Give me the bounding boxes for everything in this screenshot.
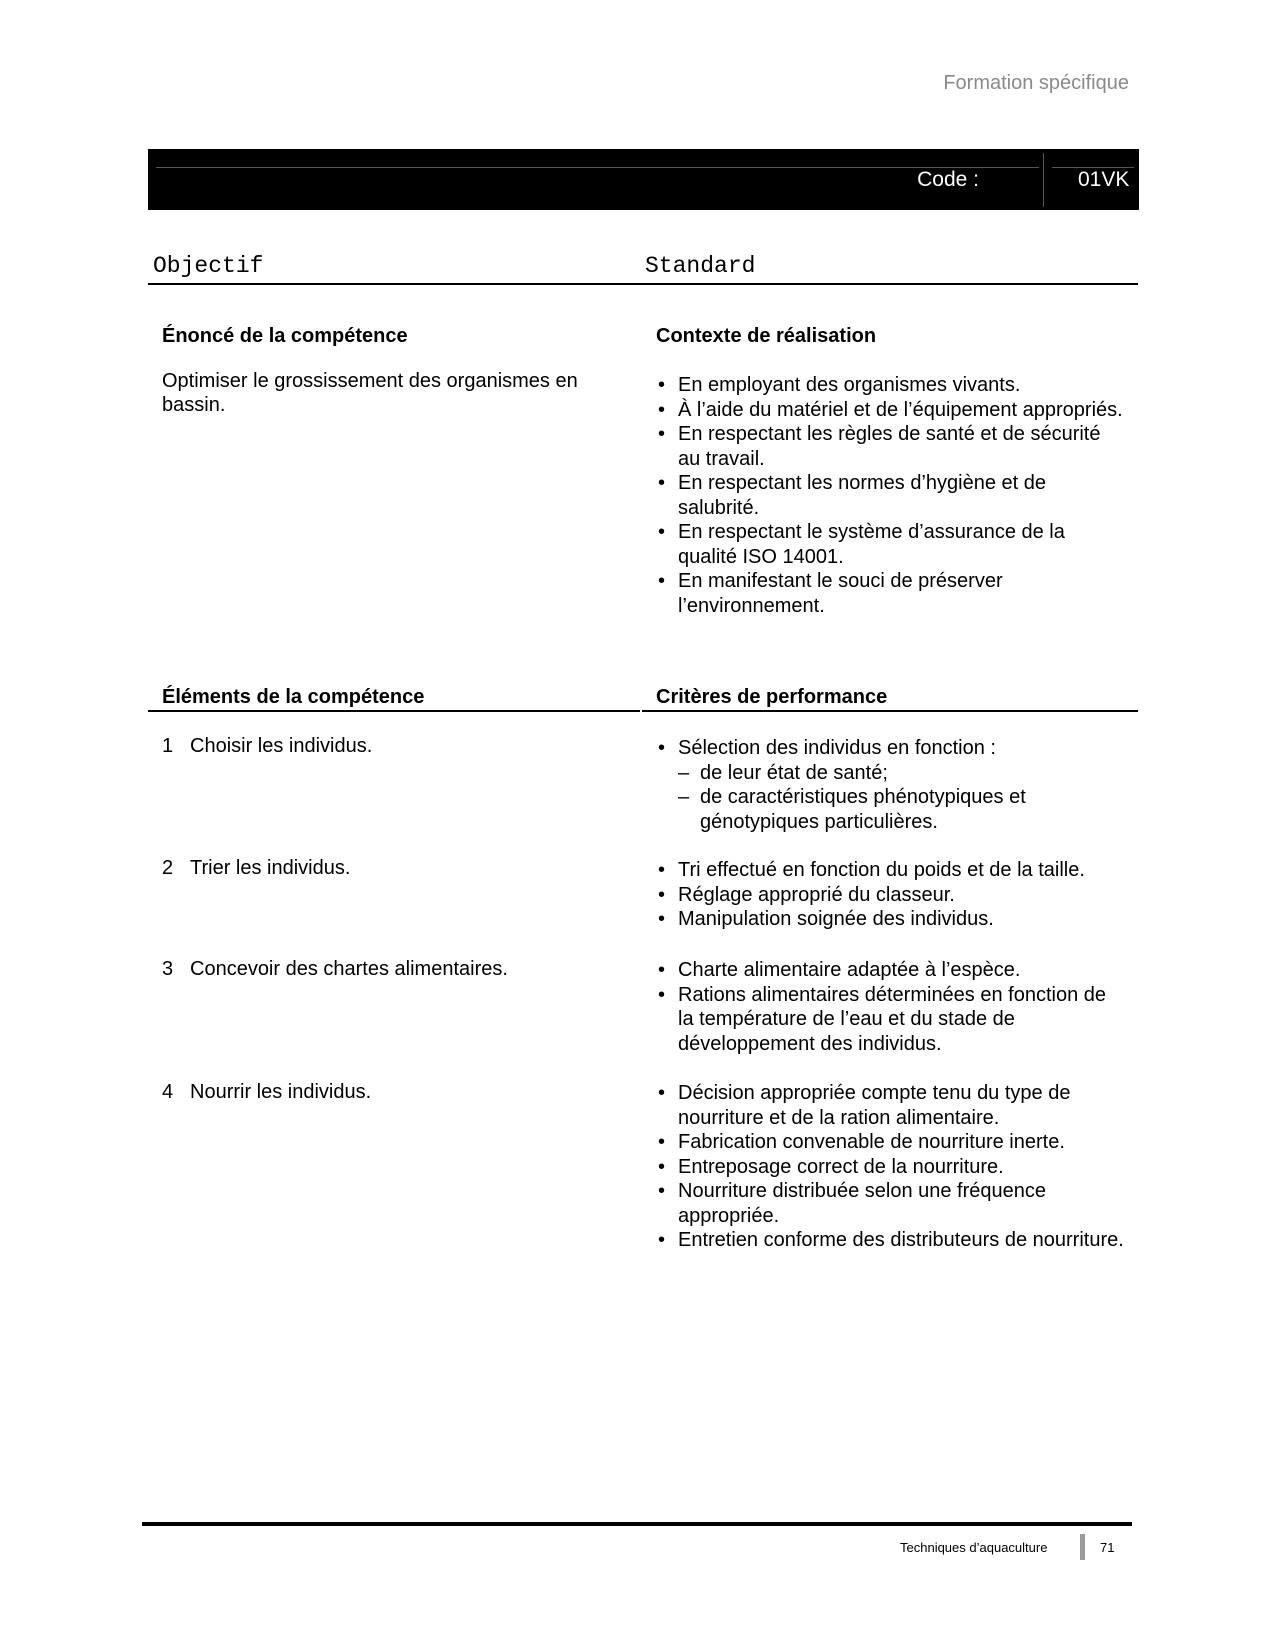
- contexte-item: [656, 471, 1126, 520]
- criteria-list-4: [656, 1081, 1126, 1253]
- criteria-item-text: Nourriture distribuée selon une fréquence appropriée.: [678, 1180, 1046, 1227]
- column-heading-rule: [148, 283, 1138, 285]
- element-3: [162, 958, 508, 981]
- contexte-item-text: En respectant les normes d’hygiène et de salubrité.: [678, 472, 1046, 519]
- criteria-item-text: Entretien conforme des distributeurs de nourriture.: [678, 1229, 1124, 1251]
- contexte-item-text: En manifestant le souci de préserver l’environnement.: [678, 570, 1003, 617]
- contexte-item-text: En employant des organismes vivants.: [678, 374, 1021, 396]
- code-value: 01VK: [1078, 168, 1130, 191]
- bullet-icon: •: [658, 737, 666, 759]
- bullet-icon: •: [658, 374, 666, 396]
- sub-criteria-text: de caractéristiques phénotypiques et génotypiques particulières.: [700, 786, 1026, 833]
- enonce-heading: Énoncé de la compétence: [162, 325, 408, 347]
- criteria-item: [656, 1130, 1126, 1155]
- element-number: 3: [162, 958, 174, 980]
- code-label: Code :: [917, 168, 979, 191]
- contexte-item-text: En respectant le système d’assurance de la qualité ISO 14001.: [678, 521, 1065, 568]
- dash-icon: –: [678, 761, 690, 784]
- bullet-icon: •: [658, 1155, 666, 1178]
- contexte-item: [656, 398, 1126, 423]
- contexte-item: [656, 569, 1126, 618]
- element-number: 4: [162, 1081, 174, 1103]
- sub-criteria-text: de leur état de santé;: [700, 761, 888, 784]
- bullet-icon: •: [658, 423, 666, 445]
- bullet-icon: •: [658, 1131, 666, 1153]
- criteria-item: [656, 1155, 1126, 1180]
- code-bar-rule: [156, 167, 1039, 168]
- dash-icon: –: [678, 786, 690, 808]
- bullet-icon: •: [658, 983, 666, 1006]
- criteres-heading: Critères de performance: [656, 686, 888, 708]
- contexte-heading: Contexte de réalisation: [656, 325, 877, 347]
- criteria-item: [656, 1179, 1126, 1228]
- bullet-icon: •: [658, 883, 666, 906]
- criteria-item: [656, 736, 1126, 834]
- criteria-item-text: Entreposage correct de la nourriture.: [678, 1155, 1004, 1178]
- element-number: 2: [162, 857, 174, 879]
- element-text: Nourrir les individus.: [190, 1081, 372, 1103]
- element-text: Choisir les individus.: [190, 735, 373, 757]
- criteria-list-3: [656, 958, 1126, 1056]
- element-text: Concevoir des chartes alimentaires.: [190, 958, 508, 980]
- element-1: [162, 735, 372, 758]
- criteres-rule: [642, 710, 1138, 712]
- contexte-item: [656, 422, 1126, 471]
- criteria-list-2: [656, 858, 1126, 932]
- bullet-icon: •: [658, 472, 666, 494]
- sub-criteria-list: [678, 761, 1126, 835]
- elements-rule: [148, 710, 640, 712]
- criteria-item: [656, 958, 1126, 983]
- column-heading-objectif: Objectif: [153, 253, 264, 279]
- criteria-item: [656, 907, 1126, 932]
- contexte-item: [656, 520, 1126, 569]
- bullet-icon: •: [658, 859, 666, 881]
- sub-criteria-item: [678, 785, 1126, 834]
- contexte-item-text: À l’aide du matériel et de l’équipement appropriés.: [678, 398, 1123, 421]
- criteria-item: [656, 858, 1126, 883]
- bullet-icon: •: [658, 521, 666, 543]
- criteria-item: [656, 1228, 1126, 1253]
- element-number: 1: [162, 735, 174, 757]
- criteria-list-1: [656, 736, 1126, 834]
- element-text: Trier les individus.: [190, 857, 351, 879]
- sub-criteria-item: [678, 761, 1126, 786]
- bullet-icon: •: [658, 1082, 666, 1104]
- footer-separator: [1080, 1534, 1085, 1560]
- criteria-item-text: Charte alimentaire adaptée à l’espèce.: [678, 959, 1021, 981]
- footer-title: Techniques d’aquaculture: [900, 1540, 1048, 1555]
- criteria-item-text: Réglage approprié du classeur.: [678, 883, 955, 906]
- criteria-item: [656, 983, 1126, 1057]
- page-number: 71: [1100, 1540, 1115, 1555]
- criteria-item-text: Décision appropriée compte tenu du type de nourriture et de la ration alimentaire.: [678, 1082, 1071, 1129]
- contexte-item-text: En respectant les règles de santé et de sécurité au travail.: [678, 423, 1101, 470]
- criteria-item-text: Fabrication convenable de nourriture inerte.: [678, 1131, 1065, 1153]
- enonce-text: Optimiser le grossissement des organismes en bassin.: [162, 370, 578, 416]
- criteria-item: [656, 1081, 1126, 1130]
- code-bar: [148, 149, 1139, 210]
- criteria-item: [656, 883, 1126, 908]
- bullet-icon: •: [658, 1180, 666, 1202]
- element-4: [162, 1081, 371, 1104]
- criteria-item-text: Sélection des individus en fonction :: [678, 737, 996, 759]
- criteria-item-text: Tri effectué en fonction du poids et de la taille.: [678, 859, 1085, 881]
- element-2: [162, 857, 350, 880]
- bullet-icon: •: [658, 959, 666, 981]
- criteria-item-text: Rations alimentaires déterminées en fonction de la température de l’eau et du stade de développement des individus.: [678, 983, 1107, 1055]
- bullet-icon: •: [658, 570, 666, 592]
- contexte-list: [656, 373, 1126, 618]
- contexte-item: [656, 373, 1126, 398]
- code-bar-separator: [1043, 153, 1044, 207]
- header-section-title: Formation spécifique: [943, 72, 1129, 94]
- elements-heading: Éléments de la compétence: [162, 686, 425, 708]
- bullet-icon: •: [658, 908, 666, 930]
- criteria-item-text: Manipulation soignée des individus.: [678, 908, 994, 930]
- bullet-icon: •: [658, 398, 666, 421]
- footer-rule: [142, 1522, 1132, 1526]
- column-heading-standard: Standard: [645, 253, 756, 279]
- bullet-icon: •: [658, 1229, 666, 1251]
